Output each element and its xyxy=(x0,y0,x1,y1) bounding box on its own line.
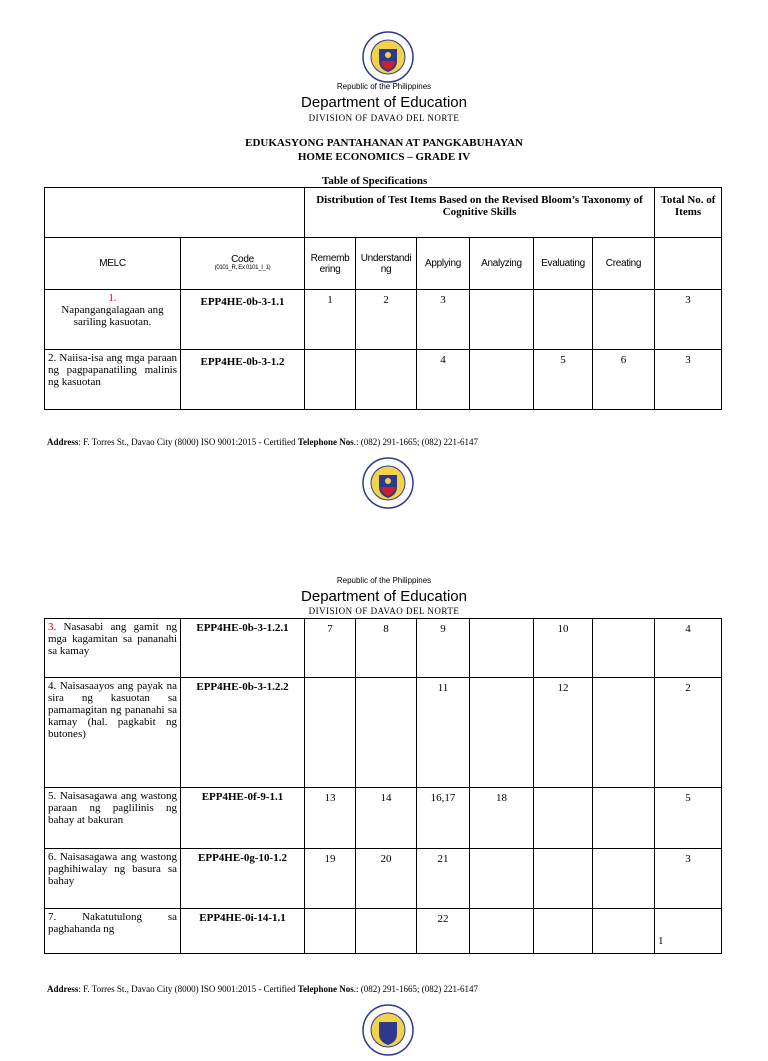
code-header xyxy=(181,238,305,290)
distribution-header: Distribution of Test Items Based on the Revised Bloom’s Taxonomy of Cognitive Skills xyxy=(305,188,655,238)
code-header-label: Code xyxy=(231,254,254,265)
evaluating-cell xyxy=(534,849,593,909)
melc-number: 2. xyxy=(48,352,57,364)
applying-cell: 21 xyxy=(417,849,470,909)
creating-cell xyxy=(593,849,655,909)
melc-number: 7. xyxy=(48,911,57,923)
code-cell: EPP4HE-0b-3-1.2.1 xyxy=(181,619,305,678)
department-title: Department of Education xyxy=(301,588,467,605)
address-text: : F. Torres St., Davao City (8000) ISO 9001:2015 - Certified xyxy=(78,437,296,447)
understanding-cell: 20 xyxy=(356,849,417,909)
analyzing-cell: 18 xyxy=(470,788,534,849)
total-blank-cell xyxy=(655,238,722,290)
understanding-cell: 8 xyxy=(356,619,417,678)
applying-cell: 3 xyxy=(417,290,470,350)
republic-label: Republic of the Philippines xyxy=(336,82,432,91)
melc-number: 6. xyxy=(48,851,57,863)
melc-header: MELC xyxy=(45,238,181,290)
remembering-cell: 13 xyxy=(305,788,356,849)
applying-cell: 16,17 xyxy=(417,788,470,849)
applying-cell: 22 xyxy=(417,909,470,954)
code-cell: EPP4HE-0g-10-1.2 xyxy=(181,849,305,909)
melc-number: 5. xyxy=(48,790,57,802)
level-creating: Creating xyxy=(593,238,655,290)
blank-header-cell xyxy=(45,188,305,238)
remembering-cell: 1 xyxy=(305,290,356,350)
total-cell: 1 xyxy=(655,909,722,954)
melc-cell xyxy=(45,619,181,678)
remembering-cell xyxy=(305,678,356,788)
analyzing-cell xyxy=(470,619,534,678)
table-row xyxy=(45,350,722,410)
code-header-note: (0101_R, Ex 0101_I_1) xyxy=(214,265,271,271)
melc-text: Nakatutulong sa paghahanda ng xyxy=(48,911,178,935)
evaluating-cell xyxy=(534,290,593,350)
total-cell: 3 xyxy=(655,290,722,350)
melc-number: 3. xyxy=(48,621,57,633)
evaluating-cell: 5 xyxy=(534,350,593,410)
address-text: : F. Torres St., Davao City (8000) ISO 9001:2015 - Certified xyxy=(78,984,296,994)
address-footer xyxy=(47,984,478,994)
code-cell: EPP4HE-0f-9-1.1 xyxy=(181,788,305,849)
remembering-cell: 19 xyxy=(305,849,356,909)
analyzing-cell xyxy=(470,290,534,350)
evaluating-cell: 12 xyxy=(534,678,593,788)
table-row xyxy=(45,619,722,678)
table-row xyxy=(45,788,722,849)
melc-cell xyxy=(45,678,181,788)
understanding-cell: 2 xyxy=(356,290,417,350)
division-label: DIVISION OF DAVAO DEL NORTE xyxy=(308,113,460,123)
applying-cell: 4 xyxy=(417,350,470,410)
understanding-cell xyxy=(356,909,417,954)
tos-table-page2 xyxy=(44,618,722,954)
remembering-cell: 7 xyxy=(305,619,356,678)
deped-seal xyxy=(362,457,414,509)
deped-seal xyxy=(362,31,414,83)
total-cell: 3 xyxy=(655,350,722,410)
level-applying: Applying xyxy=(417,238,470,290)
analyzing-cell xyxy=(470,849,534,909)
melc-cell xyxy=(45,849,181,909)
total-cell: 4 xyxy=(655,619,722,678)
level-evaluating: Evaluating xyxy=(534,238,593,290)
melc-number: 1. xyxy=(108,292,117,304)
creating-cell xyxy=(593,788,655,849)
telephone-text: .: (082) 291-1665; (082) 221-6147 xyxy=(353,437,478,447)
grade-title: HOME ECONOMICS – GRADE IV xyxy=(297,151,471,163)
applying-cell: 9 xyxy=(417,619,470,678)
total-items-header: Total No. of Items xyxy=(655,188,722,238)
table-row xyxy=(45,678,722,788)
telephone-text: .: (082) 291-1665; (082) 221-6147 xyxy=(353,984,478,994)
code-cell: EPP4HE-0b-3-1.1 xyxy=(181,290,305,350)
level-analyzing: Analyzing xyxy=(470,238,534,290)
subject-title: EDUKASYONG PANTAHANAN AT PANGKABUHAYAN xyxy=(245,137,523,149)
telephone-label: Telephone Nos xyxy=(297,437,354,447)
department-title: Department of Education xyxy=(301,94,467,111)
table-row xyxy=(45,909,722,954)
address-footer xyxy=(47,437,478,447)
address-label: Address xyxy=(47,437,79,447)
remembering-cell xyxy=(305,909,356,954)
melc-text: Naisasaayos ang payak na sira ng kasuotan sa pamamagitan ng pananahi sa kamay (hal. pagkabit ng butones) xyxy=(48,680,178,740)
melc-cell xyxy=(45,290,181,350)
telephone-label: Telephone Nos xyxy=(297,984,354,994)
creating-cell xyxy=(593,909,655,954)
melc-number: 4. xyxy=(48,680,57,692)
melc-text: Naisasagawa ang wastong paraan ng paglilinis ng bahay at bakuran xyxy=(48,790,177,826)
melc-text: Nasasabi ang gamit ng mga kagamitan sa pananahi sa kamay xyxy=(48,621,177,657)
analyzing-cell xyxy=(470,350,534,410)
evaluating-cell: 10 xyxy=(534,619,593,678)
tos-caption: Table of Specifications xyxy=(322,175,428,187)
code-cell: EPP4HE-0i-14-1.1 xyxy=(181,909,305,954)
total-cell: 2 xyxy=(655,678,722,788)
republic-label: Republic of the Philippines xyxy=(336,576,432,585)
understanding-cell xyxy=(356,678,417,788)
address-label: Address xyxy=(47,984,79,994)
melc-cell xyxy=(45,350,181,410)
melc-text: Napangangalagaan ang sariling kasuotan. xyxy=(61,304,164,328)
total-cell: 3 xyxy=(655,849,722,909)
creating-cell xyxy=(593,290,655,350)
table-row xyxy=(45,290,722,350)
understanding-cell xyxy=(356,350,417,410)
deped-seal xyxy=(362,1004,414,1056)
tos-table-page1 xyxy=(44,187,722,410)
melc-text: Naiisa-isa ang mga paraan ng pagpapanatiling malinis ng kasuotan xyxy=(48,352,177,388)
code-cell: EPP4HE-0b-3-1.2.2 xyxy=(181,678,305,788)
level-remembering: Remembering xyxy=(305,238,356,290)
evaluating-cell xyxy=(534,788,593,849)
melc-text: Naisasagawa ang wastong paghihiwalay ng basura sa bahay xyxy=(48,851,177,887)
remembering-cell xyxy=(305,350,356,410)
total-cell: 5 xyxy=(655,788,722,849)
analyzing-cell xyxy=(470,909,534,954)
division-label: DIVISION OF DAVAO DEL NORTE xyxy=(308,606,460,616)
table-row xyxy=(45,849,722,909)
analyzing-cell xyxy=(470,678,534,788)
melc-cell xyxy=(45,788,181,849)
evaluating-cell xyxy=(534,909,593,954)
melc-cell xyxy=(45,909,181,954)
creating-cell xyxy=(593,678,655,788)
understanding-cell: 14 xyxy=(356,788,417,849)
level-understanding: Understanding xyxy=(356,238,417,290)
creating-cell xyxy=(593,619,655,678)
applying-cell: 11 xyxy=(417,678,470,788)
code-cell: EPP4HE-0b-3-1.2 xyxy=(181,350,305,410)
creating-cell: 6 xyxy=(593,350,655,410)
